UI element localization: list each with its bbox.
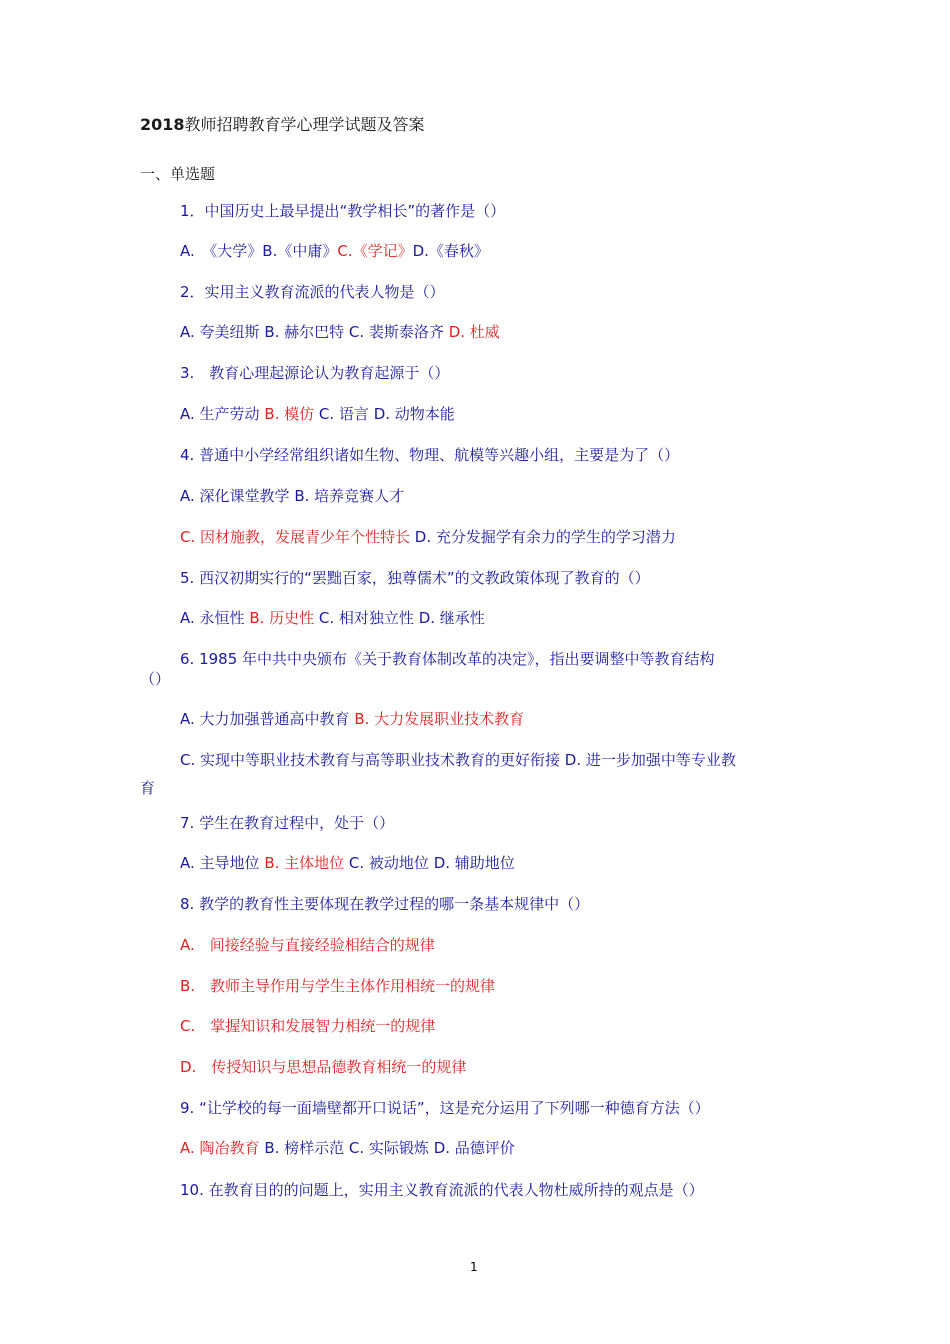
option-q1-0: A. 《大学》 <box>180 242 263 260</box>
options-q4-row1 <box>180 485 404 506</box>
option-q9-1: B. 榜样示范 <box>264 1139 349 1157</box>
title-year: 2018 <box>140 115 185 134</box>
option-q6b-0: C. 实现中等职业技术教育与高等职业技术教育的更好衔接 D. 进一步加强中等专业教 <box>180 751 736 769</box>
option-q5-2: C. 相对独立性 <box>318 609 419 627</box>
document-title <box>140 112 425 135</box>
option-q3-2: C. 语言 <box>318 405 374 423</box>
options-q6-row2 <box>180 749 736 770</box>
options-q6-wrap: 育 <box>140 779 156 797</box>
option-q7-2: C. 被动地位 <box>348 854 434 872</box>
question-8: 8. 教学的教育性主要体现在教学过程的哪一条基本规律中（） <box>180 895 590 913</box>
option-q7-3: D. 辅助地位 <box>433 854 515 872</box>
question-5: 5. 西汉初期实行的“罢黜百家，独尊儒术”的文教政策体现了教育的（） <box>180 569 650 587</box>
section-heading: 一、单选题 <box>140 165 216 183</box>
option-q8-a: A. 间接经验与直接经验相结合的规律 <box>180 936 435 954</box>
options-q9 <box>180 1137 515 1158</box>
option-q8-c: C. 掌握知识和发展智力相统一的规律 <box>180 1017 436 1035</box>
option-q1-1: B.《中庸》 <box>262 242 338 260</box>
option-q3-1: B. 模仿 <box>264 405 319 423</box>
option-q6a-1: B. 大力发展职业技术教育 <box>354 710 525 728</box>
option-q4b-1: D. 充分发掘学有余力的学生的学习潜力 <box>414 528 676 546</box>
option-q3-0: A. 生产劳动 <box>180 405 265 423</box>
option-q6a-0: A. 大力加强普通高中教育 <box>180 710 355 728</box>
option-q8-b: B. 教师主导作用与学生主体作用相统一的规律 <box>180 977 496 995</box>
option-q2-1: B. 赫尔巴特 <box>264 323 349 341</box>
option-q9-0: A. 陶冶教育 <box>180 1139 265 1157</box>
option-q2-3: D. 杜威 <box>448 323 500 341</box>
option-q7-1: B. 主体地位 <box>264 854 349 872</box>
question-4: 4. 普通中小学经常组织诸如生物、物理、航模等兴趣小组，主要是为了（） <box>180 446 680 464</box>
question-3: 3. 教育心理起源论认为教育起源于（） <box>180 364 450 382</box>
question-9: 9. “让学校的每一面墙壁都开口说话”，这是充分运用了下列哪一种德育方法（） <box>180 1099 710 1117</box>
options-q6-row1 <box>180 708 524 729</box>
option-q5-3: D. 继承性 <box>418 609 485 627</box>
option-q7-0: A. 主导地位 <box>180 854 265 872</box>
question-1: 1．中国历史上最早提出“教学相长”的著作是（） <box>180 202 506 220</box>
option-q3-3: D. 动物本能 <box>373 405 455 423</box>
option-q1-3: D.《春秋》 <box>412 242 489 260</box>
title-text: 教师招聘教育学心理学试题及答案 <box>184 115 425 134</box>
page-number: 1 <box>470 1260 478 1274</box>
option-q2-0: A. 夸美纽斯 <box>180 323 265 341</box>
question-6-wrap: （） <box>140 670 171 688</box>
question-6: 6. 1985 年中共中央颁布《关于教育体制改革的决定》，指出要调整中等教育结构 <box>180 650 715 668</box>
option-q4a-1: B. 培养竞赛人才 <box>294 487 405 505</box>
question-2: 2．实用主义教育流派的代表人物是（） <box>180 283 445 301</box>
option-q9-3: D. 品德评价 <box>433 1139 515 1157</box>
options-q3 <box>180 403 455 424</box>
option-q2-2: C. 裴斯泰洛齐 <box>348 323 449 341</box>
option-q4b-0: C. 因材施教，发展青少年个性特长 <box>180 528 415 546</box>
option-q4a-0: A. 深化课堂教学 <box>180 487 295 505</box>
question-10: 10. 在教育目的的问题上，实用主义教育流派的代表人物杜威所持的观点是（） <box>180 1181 704 1199</box>
options-q1 <box>180 240 489 261</box>
option-q8-d: D. 传授知识与思想品德教育相统一的规律 <box>180 1058 467 1076</box>
options-q2 <box>180 321 500 342</box>
question-7: 7. 学生在教育过程中，处于（） <box>180 814 395 832</box>
options-q5 <box>180 607 485 628</box>
options-q4-row2 <box>180 526 676 547</box>
option-q1-2: C.《学记》 <box>337 242 413 260</box>
options-q7 <box>180 852 515 873</box>
option-q5-0: A. 永恒性 <box>180 609 250 627</box>
option-q5-1: B. 历史性 <box>249 609 319 627</box>
option-q9-2: C. 实际锻炼 <box>348 1139 434 1157</box>
